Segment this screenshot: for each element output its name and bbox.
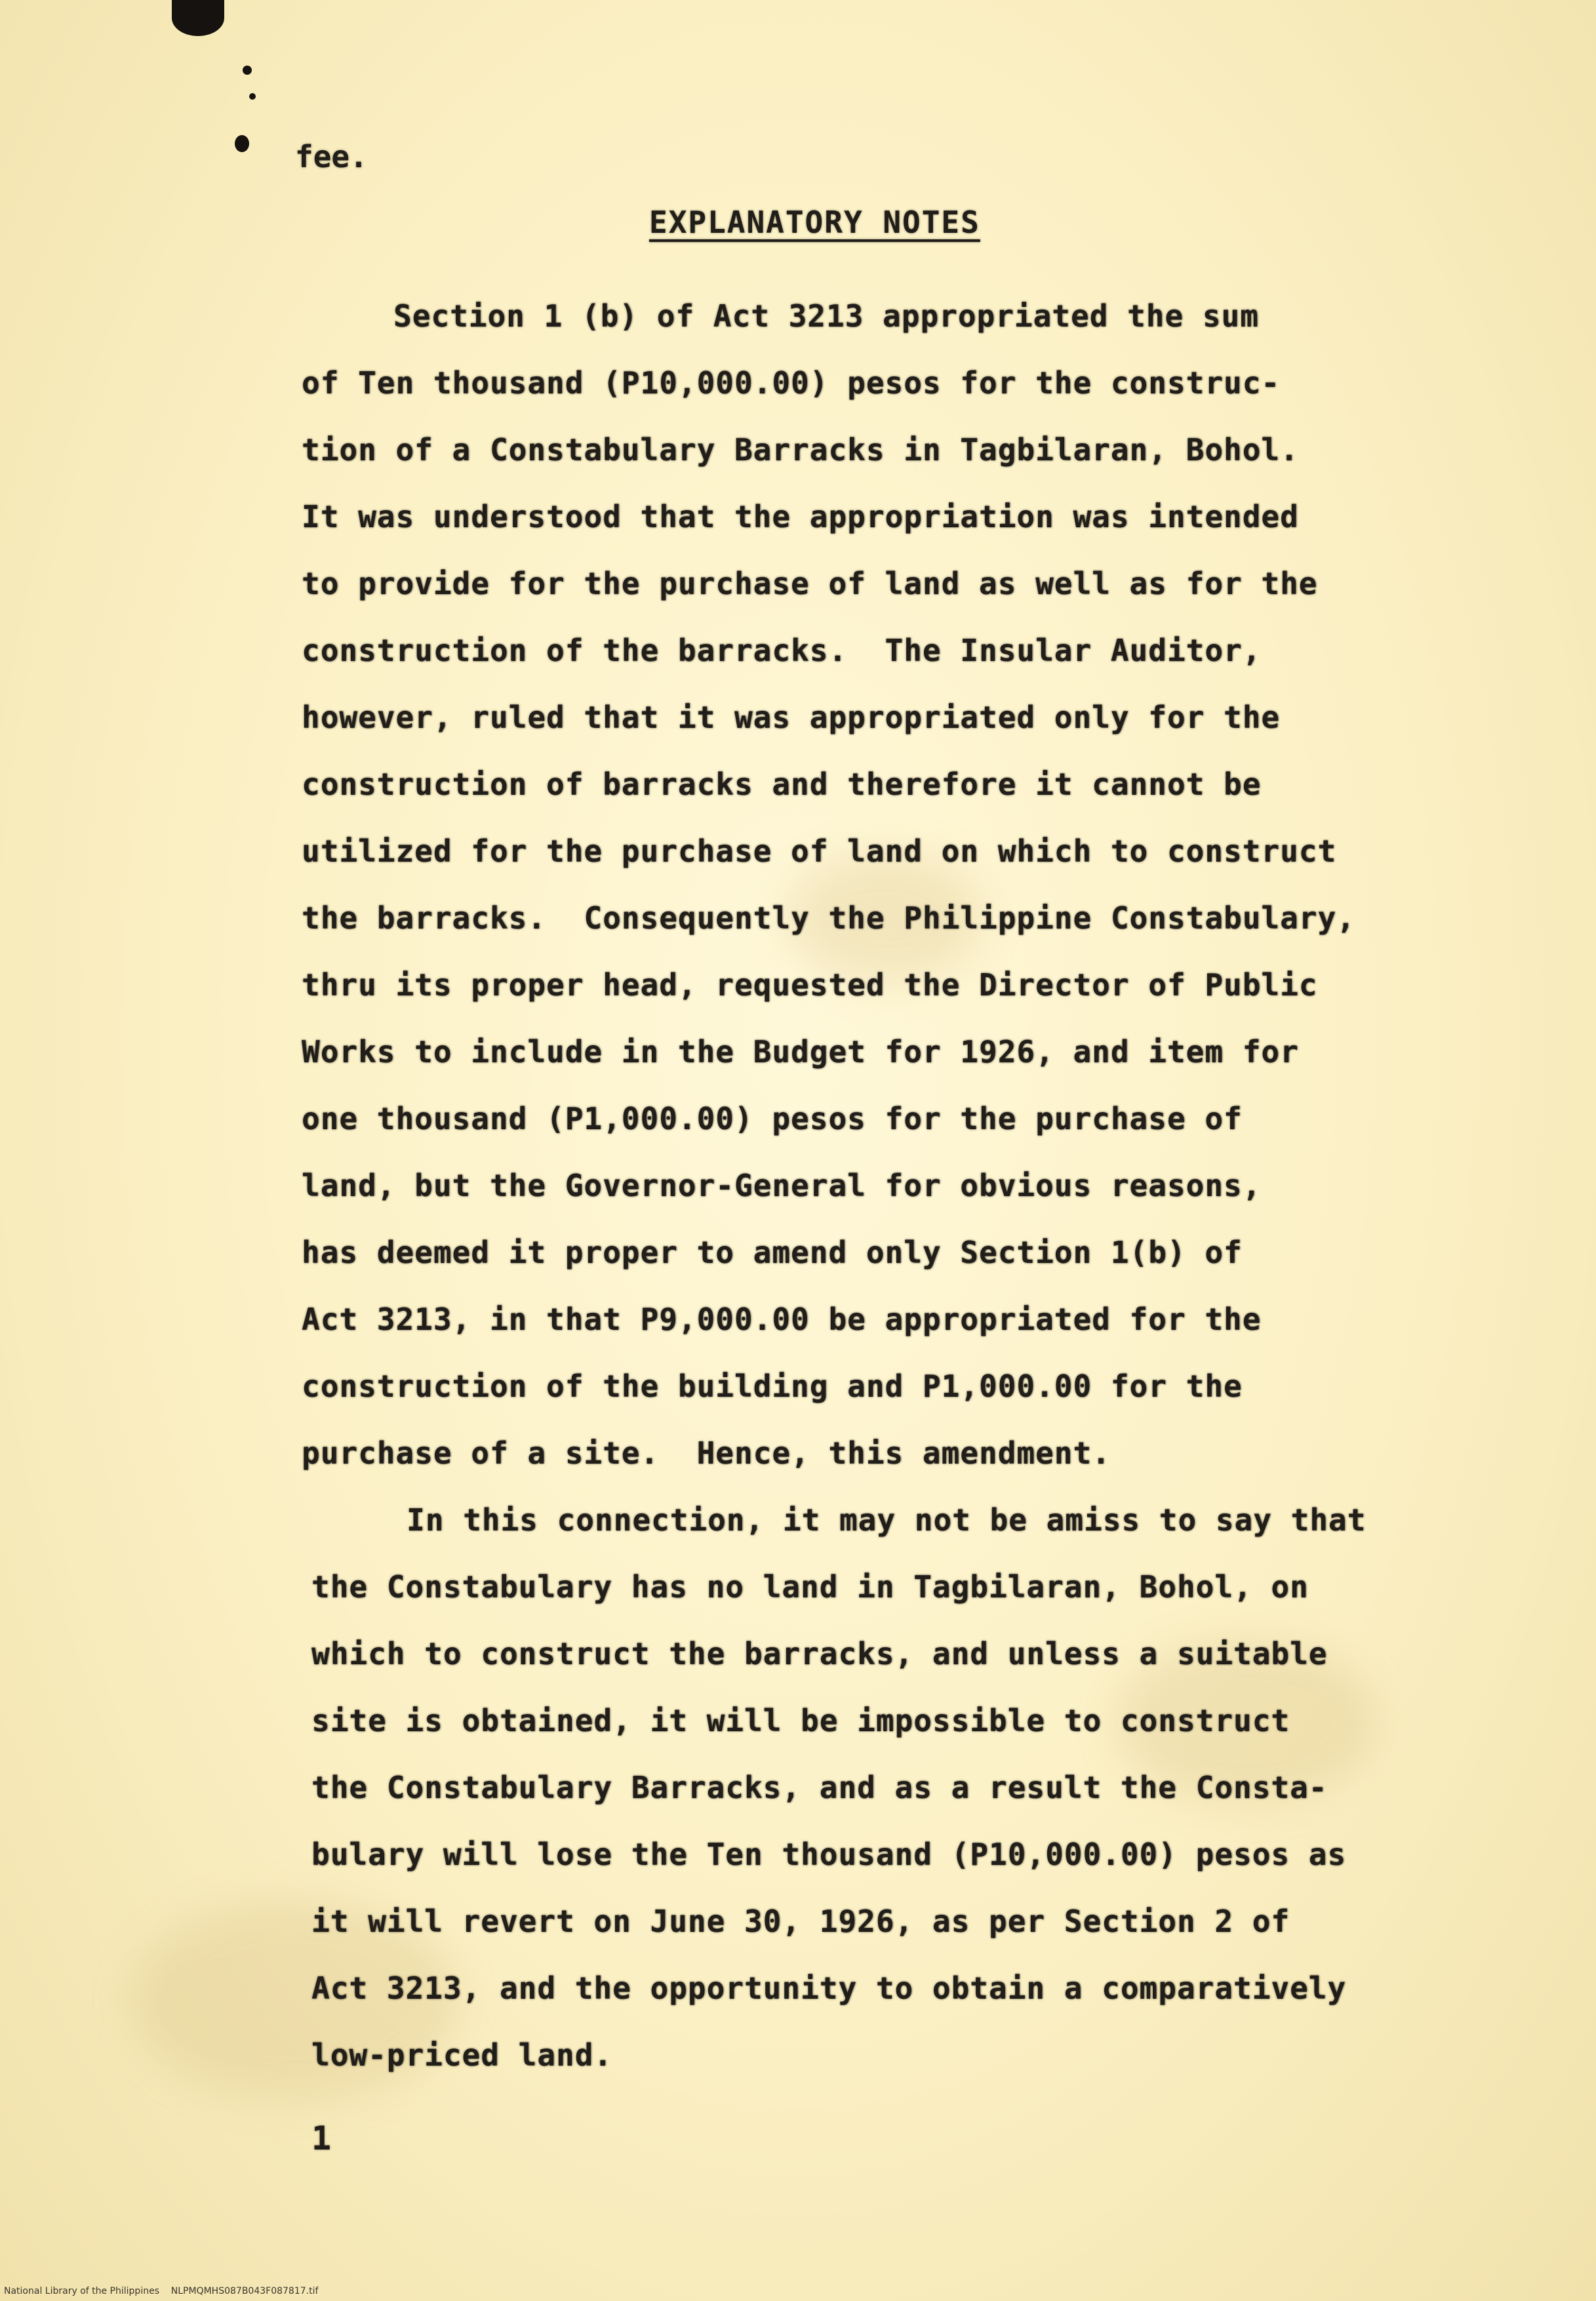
text-line: It was understood that the appropriation was intended	[302, 499, 1299, 534]
text-line: has deemed it proper to amend only Section 1(b) of	[302, 1235, 1243, 1270]
text-line: site is obtained, it will be impossible to construct	[311, 1703, 1290, 1738]
text-line: to provide for the purchase of land as well as for the	[302, 566, 1318, 601]
text-line: In this connection, it may not be amiss to say that	[407, 1502, 1367, 1538]
text-line: of Ten thousand (P10,000.00) pesos for the construc-	[302, 365, 1281, 401]
ink-blot	[172, 0, 224, 36]
text-line: one thousand (P1,000.00) pesos for the purchase of	[302, 1101, 1243, 1136]
ink-blot	[243, 66, 252, 75]
archive-footer: National Library of the Philippines NLPMQMHS087B043F087817.tif	[4, 2286, 319, 2296]
text-line: purchase of a site. Hence, this amendment.	[302, 1435, 1111, 1471]
text-line: Act 3213, and the opportunity to obtain a comparatively	[311, 1971, 1347, 2006]
text-line: thru its proper head, requested the Director of Public	[302, 967, 1318, 1003]
ink-blot	[249, 93, 256, 100]
text-line: Section 1 (b) of Act 3213 appropriated the sum	[393, 298, 1259, 334]
text-line: low-priced land.	[311, 2037, 613, 2073]
text-line: construction of the building and P1,000.00 for the	[302, 1369, 1243, 1404]
text-line: however, ruled that it was appropriated only for the	[302, 700, 1281, 735]
page-number: 1	[311, 2119, 332, 2157]
page-heading: EXPLANATORY NOTES	[649, 205, 980, 240]
ink-blot	[235, 135, 249, 152]
text-line: the Constabulary Barracks, and as a result the Consta-	[311, 1770, 1328, 1805]
continuation-text: fee.	[295, 139, 368, 174]
text-line: which to construct the barracks, and unless a suitable	[311, 1636, 1328, 1671]
text-line: the barracks. Consequently the Philippine Constabulary,	[302, 900, 1355, 936]
text-line: Act 3213, in that P9,000.00 be appropriated for the	[302, 1302, 1262, 1337]
text-line: construction of barracks and therefore it cannot be	[302, 767, 1262, 802]
text-line: tion of a Constabulary Barracks in Tagbilaran, Bohol.	[302, 432, 1299, 468]
text-line: the Constabulary has no land in Tagbilaran, Bohol, on	[311, 1569, 1309, 1605]
text-line: utilized for the purchase of land on which to construct	[302, 833, 1337, 869]
text-line: bulary will lose the Ten thousand (P10,000.00) pesos as	[311, 1837, 1347, 1872]
text-line: Works to include in the Budget for 1926, and item for	[302, 1034, 1299, 1070]
text-line: land, but the Governor-General for obvious reasons,	[302, 1168, 1262, 1203]
text-line: it will revert on June 30, 1926, as per Section 2 of	[311, 1904, 1290, 1939]
text-line: construction of the barracks. The Insular Auditor,	[302, 633, 1262, 668]
